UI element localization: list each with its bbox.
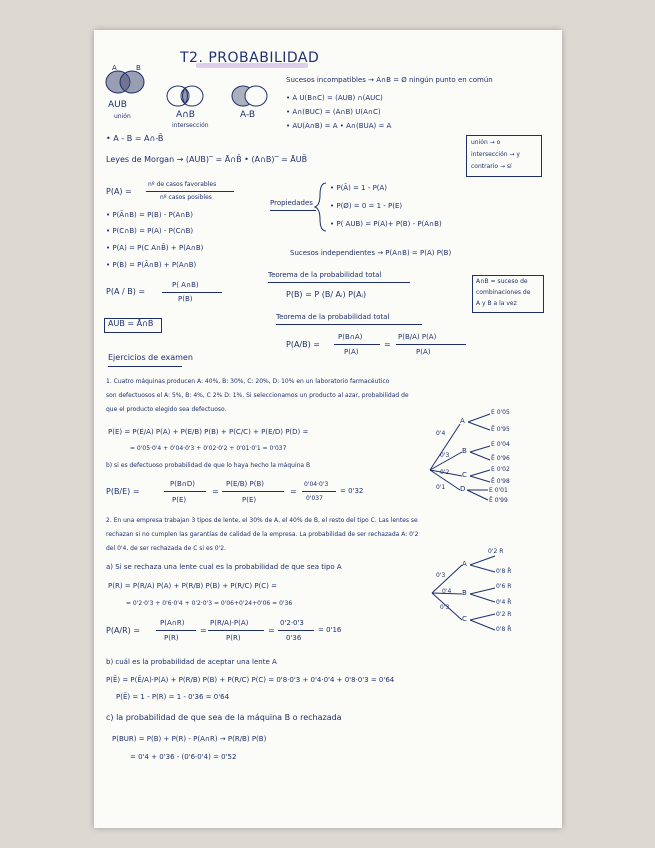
total-note-3: A y B a la vez bbox=[476, 300, 517, 307]
ex1-b-bar2 bbox=[222, 491, 284, 492]
tree1-leaf-5: E 0'02 bbox=[491, 466, 510, 473]
ex2-a-bar3 bbox=[278, 630, 314, 631]
ex2-a-num3: 0'2·0'3 bbox=[280, 619, 304, 627]
bayes-den2: P(A) bbox=[416, 348, 431, 356]
ex2-a-total: P(R) = P(R/A) P(A) + P(R/B) P(B) + P(R/C) P(C) = bbox=[108, 582, 277, 590]
tree2-leaf-1: 0'2 R bbox=[488, 548, 504, 555]
total-note-1: A∩B = suceso de bbox=[476, 278, 528, 285]
ex1-b-question: b) si es defectuoso probabilidad de que lo haya hecho la máquina B bbox=[106, 462, 311, 469]
tree1-leaf-3: E 0'04 bbox=[491, 441, 510, 448]
tree2-leaf-3: 0'6 R bbox=[496, 583, 512, 590]
total-prob-formula: P(B) = P (B/ Aᵢ) P(Aᵢ) bbox=[286, 290, 367, 299]
formula-3: • P(A) = P(C A∩B̄) + P(A∩B) bbox=[106, 244, 204, 252]
venn-diff-label: A-B bbox=[240, 110, 256, 120]
ex2-a-num1: P(A∩R) bbox=[160, 619, 185, 627]
bayes-title: Teorema de la probabilidad total bbox=[276, 313, 390, 321]
ex2-line1: 2. En una empresa trabajan 3 tipos de lente, el 30% de A, el 40% de B, el resto del tipo C. Las lentes se bbox=[106, 517, 418, 524]
ex2-a-result: = 0'16 bbox=[318, 626, 342, 634]
tree2-leaf-6: 0'8 R̄ bbox=[496, 626, 512, 633]
tree2-p-a: 0'3 bbox=[436, 572, 446, 579]
tree2-node-c: C bbox=[462, 615, 467, 623]
ex1-b-result: = 0'32 bbox=[340, 487, 364, 495]
ex1-total: P(E) = P(E/A) P(A) + P(E/B) P(B) + P(C/C) + P(E/D) P(D) = bbox=[108, 428, 309, 436]
ex1-b-eq2: = bbox=[290, 487, 297, 496]
distributive-1: • A U(B∩C) = (AUB) ∩(AUC) bbox=[286, 94, 383, 102]
morgan-laws: Leyes de Morgan → (AUB)‾ = Ā∩B̄ • (A∩B)‾ = ĀUB̄ bbox=[106, 155, 308, 164]
properties-label: Propiedades bbox=[270, 199, 313, 207]
venn-union-label: AUB bbox=[108, 100, 127, 110]
ex2-line2: rechazan si no cumplen las garantías de calidad de la empresa. La probabilidad de ser rechazada A: 0'2 bbox=[106, 531, 419, 538]
exercises-heading: Ejercicios de examen bbox=[108, 353, 193, 362]
total-prob-title: Teorema de la probabilidad total bbox=[268, 271, 382, 279]
tree1-node-a: A bbox=[460, 417, 465, 425]
bayes-underline bbox=[276, 324, 422, 325]
tree1-node-c: C bbox=[462, 471, 467, 479]
ex2-b-question: b) cuál es la probabilidad de aceptar una lente A bbox=[106, 658, 277, 666]
venn-union-sub: unión bbox=[114, 113, 131, 120]
bayes-eq: = bbox=[384, 340, 391, 349]
ex1-b-den3: 0'037 bbox=[306, 495, 323, 502]
tree1-leaf-7: E 0'01 bbox=[489, 487, 508, 494]
ex1-b-eq1: = bbox=[212, 487, 219, 496]
tree2-node-b: B bbox=[462, 589, 467, 597]
page-title: T2. PROBABILIDAD bbox=[180, 50, 320, 66]
ex2-c-result: = 0'4 + 0'36 - (0'6·0'4) = 0'52 bbox=[130, 753, 237, 761]
ex2-a-lhs: P(A/R) = bbox=[106, 626, 141, 635]
ex2-a-eq2: = bbox=[268, 626, 275, 635]
ex2-c-formula: P(BUR) = P(B) + P(R) - P(A∩R) → P(R/B) P(B) bbox=[112, 735, 267, 743]
venn-a-label: A bbox=[112, 64, 117, 72]
ex1-line3: que el producto elegido sea defectuoso. bbox=[106, 406, 227, 413]
cond-lhs: P(A / B) = bbox=[106, 287, 146, 296]
bayes-den1: P(A) bbox=[344, 348, 359, 356]
ex2-a-den2: P(R) bbox=[226, 634, 241, 642]
formula-4: • P(B) = P(Ā∩B) + P(A∩B) bbox=[106, 261, 197, 269]
ex2-a-den1: P(R) bbox=[164, 634, 179, 642]
laplace-den: nº casos posibles bbox=[160, 194, 212, 201]
tree2-p-c: 0'3 bbox=[440, 604, 450, 611]
ex1-b-bar1 bbox=[164, 491, 206, 492]
tree1-leaf-6: Ē 0'98 bbox=[491, 478, 510, 485]
ex2-line3: del 0'4, de ser rechazada de C si es 0'2. bbox=[106, 545, 226, 552]
ex2-a-question: a) Si se rechaza una lente cual es la probabilidad de que sea tipo A bbox=[106, 563, 342, 571]
ex1-line2: son defectuosos el A: 5%, B: 4%, C 2% D: 1%. Si seleccionamos un producto al azar, probabilidad de bbox=[106, 392, 409, 399]
tree1-p-b: 0'3 bbox=[440, 452, 450, 459]
distributive-2: • A∩(BUC) = (A∩B) U(A∩C) bbox=[286, 108, 381, 116]
note-contrary: contrario → sí bbox=[471, 163, 512, 170]
bayes-num1: P(B∩A) bbox=[338, 333, 363, 341]
venn-inter-label: A∩B bbox=[176, 110, 195, 120]
ex1-total-calc: = 0'05·0'4 + 0'04·0'3 + 0'02·0'2 + 0'01·0'1 = 0'037 bbox=[130, 445, 287, 452]
tree2-node-a: A bbox=[462, 560, 467, 568]
ex2-a-bar2 bbox=[208, 630, 264, 631]
laplace-fraction-bar bbox=[146, 191, 234, 192]
tree2-leaf-5: 0'2 R bbox=[496, 611, 512, 618]
ex2-a-total-calc: = 0'2·0'3 + 0'6·0'4 + 0'2·0'3 = 0'06+0'24+0'06 = 0'36 bbox=[126, 600, 293, 607]
tree1-leaf-8: Ē 0'99 bbox=[489, 497, 508, 504]
tree1-p-a: 0'4 bbox=[436, 430, 446, 437]
tree1-leaf-2: Ē 0'95 bbox=[491, 426, 510, 433]
bayes-lhs: P(A/B) = bbox=[286, 340, 320, 349]
ex2-a-num2: P(R/A)·P(A) bbox=[210, 619, 249, 627]
cond-fraction-bar bbox=[162, 292, 222, 293]
formula-1: • P(Ā∩B) = P(B) - P(A∩B) bbox=[106, 211, 193, 219]
ex1-b-den1: P(E) bbox=[172, 496, 187, 504]
tree1-node-d: D bbox=[460, 485, 466, 493]
ex1-b-num1: P(B∩D) bbox=[170, 480, 195, 488]
diff-formula: • A - B = A∩-B̄ bbox=[106, 134, 164, 143]
ex1-b-num3: 0'04·0'3 bbox=[304, 481, 329, 488]
tree1-node-b: B bbox=[462, 447, 467, 455]
incompatible-events: Sucesos incompatibles → A∩B = Ø ningún punto en común bbox=[286, 76, 493, 84]
bayes-num2: P(B/A) P(A) bbox=[398, 333, 437, 341]
laplace-num: nº de casos favorables bbox=[148, 181, 217, 188]
tree1-p-c: 0'2 bbox=[440, 469, 450, 476]
formula-2: • P(C∩B) = P(A) - P(C∩B) bbox=[106, 227, 194, 235]
ex1-b-lhs: P(B/E) = bbox=[106, 487, 140, 496]
bayes-bar2 bbox=[396, 344, 466, 345]
tree2-p-b: 0'4 bbox=[442, 588, 452, 595]
tree2-leaf-4: 0'4 R̄ bbox=[496, 599, 512, 606]
property-2: • P(Ø) = 0 = 1 - P(E) bbox=[330, 202, 403, 210]
ex2-a-den3: 0'36 bbox=[286, 634, 302, 642]
cond-den: P(B) bbox=[178, 295, 193, 303]
total-note-2: combinaciones de bbox=[476, 289, 531, 296]
ex2-b-calc1: P(Ē) = P(Ē/A)·P(A) + P(R/B) P(B) + P(R/C) P(C) = 0'8·0'3 + 0'4·0'4 + 0'8·0'3 = 0'64 bbox=[106, 676, 395, 684]
tree1-leaf-4: Ē 0'96 bbox=[491, 455, 510, 462]
note-intersection: intersección → y bbox=[471, 151, 520, 158]
cond-num: P( A∩B) bbox=[172, 281, 199, 289]
ex1-b-num2: P(E/B) P(B) bbox=[226, 480, 264, 488]
tree2-leaf-2: 0'8 R̄ bbox=[496, 568, 512, 575]
ex1-b-den2: P(E) bbox=[242, 496, 257, 504]
ex1-b-bar3 bbox=[302, 491, 336, 492]
laplace-lhs: P(A) = bbox=[106, 187, 132, 196]
ex2-a-eq1: = bbox=[200, 626, 207, 635]
ex2-b-calc2: P(Ē) = 1 - P(R) = 1 - 0'36 = 0'64 bbox=[116, 693, 230, 701]
absorption: • AU(A∩B) = A • A∩(BUA) = A bbox=[286, 122, 392, 130]
venn-b-label: B bbox=[136, 64, 141, 72]
ex2-a-bar1 bbox=[156, 630, 196, 631]
ex2-c-question: c) la probabilidad de que sea de la máquina B o rechazada bbox=[106, 713, 342, 722]
properties-underline bbox=[270, 210, 316, 211]
venn-inter-sub: intersección bbox=[172, 122, 209, 129]
boxed-formula: AUB = Ā∩B̄ bbox=[108, 319, 154, 328]
exercises-underline bbox=[108, 366, 182, 367]
tree1-leaf-1: E 0'05 bbox=[491, 409, 510, 416]
independent-events: Sucesos independientes → P(A∩B) = P(A) P(B) bbox=[290, 249, 452, 257]
property-1: • P(Ā) = 1 - P(A) bbox=[330, 184, 388, 192]
property-3: • P( AUB) = P(A)+ P(B) - P(A∩B) bbox=[330, 220, 442, 228]
tree1-p-d: 0'1 bbox=[436, 484, 446, 491]
note-union: unión → o bbox=[471, 139, 501, 146]
bayes-bar1 bbox=[334, 344, 380, 345]
ex1-line1: 1. Cuatro máquinas producen A: 40%, B: 30%, C: 20%, D: 10% en un laboratorio farmacéutico bbox=[106, 378, 390, 385]
total-prob-underline bbox=[268, 282, 410, 283]
